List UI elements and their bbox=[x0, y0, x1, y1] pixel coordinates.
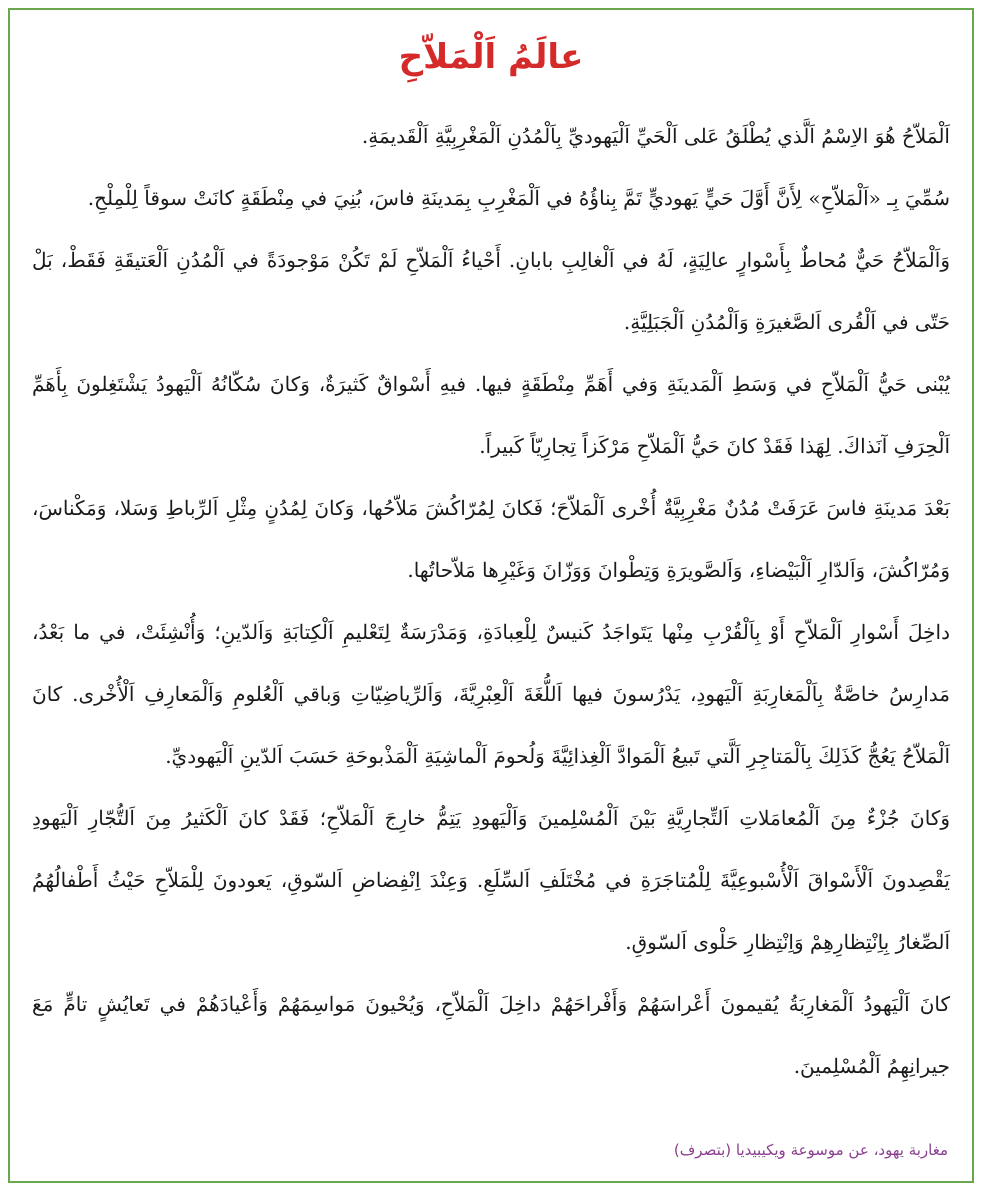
article-frame bbox=[8, 8, 974, 1183]
source-citation: مغاربة يهود، عن موسوعة ويكيبيديا (بتصرف) bbox=[673, 1141, 948, 1159]
paragraph: داخِلَ أَسْوارِ اَلْمَلاّحِ أَوْ بِاَلْقُرْبِ مِنْها يَتَواجَدُ كَنيسٌ لِلْعِبادَةِ، وَمَدْرَسَةٌ لِتَعْليمِ اَلْكِتابَةِ وَاَلدّينِ؛ وَأُنْشِئَتْ، في ما بَعْدُ، مَدارِسُ خاصَّةٌ بِاَلْمَغارِبَةِ اَلْيَهودِ، يَدْرُسونَ فيها اَللُّغَةَ اَلْعِبْرِيَّةَ، وَاَلرِّياضِيّاتِ وَباقي اَلْعُلومِ وَاَلْمَعارِفِ اَلْأُخْرى. كانَ اَلْمَلاّحُ يَعُجُّ كَذَلِكَ بِاَلْمَتاجِرِ اَلَّتي تَبيعُ اَلْمَوادَّ اَلْغِذائِيَّةَ وَلُحومَ اَلْماشِيَةِ اَلْمَذْبوحَةِ حَسَبَ اَلدّينِ اَلْيَهوديِّ. bbox=[32, 620, 950, 768]
paragraph: وَكانَ جُزْءٌ مِنَ اَلْمُعامَلاتِ اَلتِّجارِيَّةِ بَيْنَ اَلْمُسْلِمينَ وَاَلْيَهودِ يَتِمُّ خارِجَ اَلْمَلاّحِ؛ فَقَدْ كانَ اَلْكَثيرُ مِنَ اَلتُّجّارِ اَلْيَهودِ يَقْصِدونَ اَلْأَسْواقَ اَلْأُسْبوعِيَّةَ لِلْمُتاجَرَةِ في مُخْتَلَفِ اَلسِّلَعِ. وَعِنْدَ اِنْفِضاضِ اَلسّوقِ، يَعودونَ لِلْمَلاّحِ حَيْثُ أَطْفالُهُمُ اَلصِّغارُ بِاِنْتِظارِهِمْ وَاِنْتِظارِ حَلْوى اَلسّوقِ. bbox=[32, 806, 950, 954]
paragraph: سُمِّيَ بِـ «اَلْمَلاّحِ» لِأَنَّ أَوَّلَ حَيٍّ يَهوديٍّ تَمَّ بِناؤُهُ في اَلْمَغْرِبِ بِمَدينَةِ فاسَ، بُنِيَ في مِنْطَقَةٍ كانَتْ سوقاً لِلْمِلْحِ. bbox=[87, 186, 950, 210]
paragraph: يُبْنى حَيُّ اَلْمَلاّحِ في وَسَطِ اَلْمَدينَةِ وَفي أَهَمِّ مِنْطَقَةٍ فيها. فيهِ أَسْواقٌ كَثيرَةٌ، وَكانَ سُكّانُهُ اَلْيَهودُ يَشْتَغِلونَ بِأَهَمِّ اَلْحِرَفِ آنَذاكَ. لِهَذا فَقَدْ كانَ حَيُّ اَلْمَلاّحِ مَرْكَزاً تِجارِيّاً كَبيراً. bbox=[32, 372, 950, 458]
paragraph: كانَ اَلْيَهودُ اَلْمَغارِبَةُ يُقيمونَ أَعْراسَهُمْ وَأَفْراحَهُمْ داخِلَ اَلْمَلاّحِ، وَيُحْيونَ مَواسِمَهُمْ وَأَعْيادَهُمْ في تَعايُشٍ تامٍّ مَعَ جيرانِهِمُ اَلْمُسْلِمينَ. bbox=[32, 992, 950, 1078]
paragraph: وَاَلْمَلاّحُ حَيٌّ مُحاطٌ بِأَسْوارٍ عالِيَةٍ، لَهُ في اَلْغالِبِ بابانِ. أَحْياءُ اَلْمَلاّحِ لَمْ تَكُنْ مَوْجودَةً في اَلْمُدُنِ اَلْعَتيقَةِ فَقَطْ، بَلْ حَتّى في اَلْقُرى اَلصَّغيرَةِ وَاَلْمُدُنِ اَلْجَبَلِيَّةِ. bbox=[32, 248, 950, 334]
article-body bbox=[32, 105, 950, 1097]
paragraph: اَلْمَلاّحُ هُوَ الاِسْمُ اَلَّذي يُطْلَقُ عَلى اَلْحَيِّ اَلْيَهوديِّ بِاَلْمُدُنِ اَلْمَغْرِبِيَّةِ اَلْقَديمَةِ. bbox=[361, 124, 950, 148]
article-title: عالَمُ اَلْمَلاّحِ bbox=[398, 37, 584, 77]
paragraph: بَعْدَ مَدينَةِ فاسَ عَرَفَتْ مُدُنٌ مَغْرِبِيَّةٌ أُخْرى اَلْمَلاّحَ؛ فَكانَ لِمُرّاكُشَ مَلاّحُها، وَكانَ لِمُدُنٍ مِثْلِ اَلرِّباطِ وَسَلا، وَمَكْناسَ، وَمُرّاكُشَ، وَاَلدّارِ اَلْبَيْضاءِ، وَاَلصَّويرَةِ وَتِطْوانَ وَوَزّانَ وَغَيْرِها مَلاّحاتُها. bbox=[32, 496, 950, 582]
